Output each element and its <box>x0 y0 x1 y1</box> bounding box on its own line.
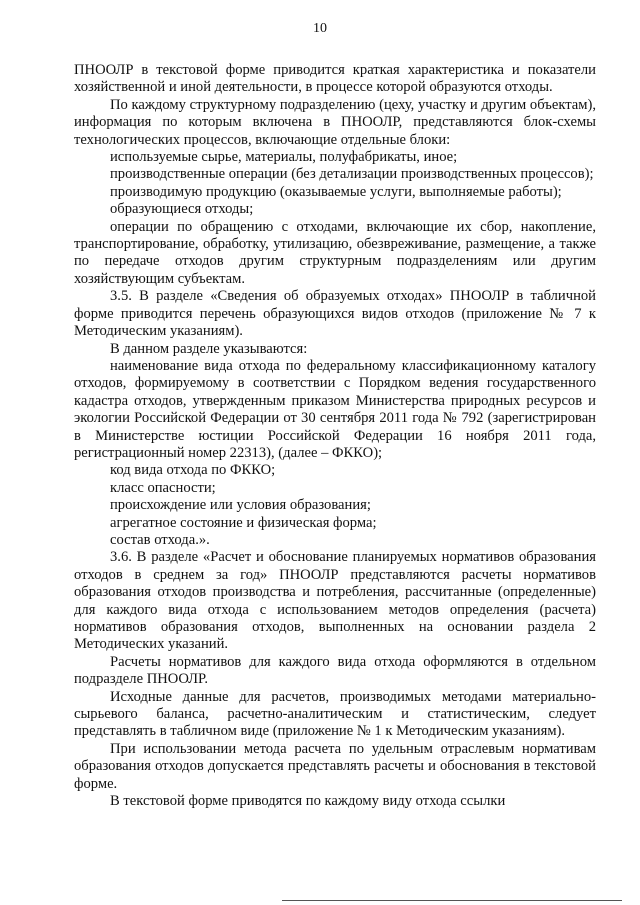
footer-rule <box>282 900 622 901</box>
list-item-waste-code: код вида отхода по ФККО; <box>110 462 276 479</box>
paragraph-section-indicates: В данном разделе указываются: <box>110 340 308 357</box>
paragraph-specific-norms: При использовании метода расчета по удельным отраслевым нормативам образования отходов допускается представлять расчеты и обоснования в текстовой форме. <box>74 740 596 792</box>
list-item-hazard-class: класс опасности; <box>110 479 216 496</box>
list-item-waste-name: наименование вида отхода по федеральному классификационному каталогу отходов, формируемому в соответствии с Порядком ведения государственного кадастра отходов, утвержденным приказом Министерства природных ресурсов и экологии Российской Федерации от 30 сентября 2011 года № 792 (зарегистрирован в Министерстве юстиции Российской Федерации 16 ноября 2011 года, регистрационный номер 22313), (далее – ФККО); <box>74 357 596 461</box>
paragraph-input-data: Исходные данные для расчетов, производимых методами материально-сырьевого баланса, расчетно-аналитическим и статистическим, следует представлять в табличном виде (приложение № 1 к Методическим указаниям). <box>74 688 596 740</box>
list-item-waste-operations: операции по обращению с отходами, включающие их сбор, накопление, транспортирование, обработку, утилизацию, обезвреживание, размещение, а также по передаче отходов другим структурным подразделениям или другим хозяйствующим субъектам. <box>74 218 596 287</box>
list-item-raw-materials: используемые сырье, материалы, полуфабрикаты, иное; <box>110 149 458 166</box>
list-item-composition: состав отхода.». <box>110 531 210 548</box>
paragraph-section-3-5: 3.5. В разделе «Сведения об образуемых отходах» ПНООЛР в табличной форме приводится перечень образующихся видов отходов (приложение № 7 к Методическим указаниям). <box>74 288 596 340</box>
paragraph-intro: ПНООЛР в текстовой форме приводится краткая характеристика и показатели хозяйственной и иной деятельности, в процессе которой образуются отходы. <box>74 62 596 96</box>
list-item-physical-form: агрегатное состояние и физическая форма; <box>110 514 377 531</box>
list-item-origin: происхождение или условия образования; <box>110 497 371 514</box>
document-body <box>74 62 596 810</box>
paragraph-section-3-6: 3.6. В разделе «Расчет и обоснование планируемых нормативов образования отходов в среднем за год» ПНООЛР представляются расчеты нормативов образования отходов производства и потребления, рассчитанные (определенные) для каждого вида отхода с использованием методов определения (расчета) нормативов образования отходов, выполненных на основании раздела 2 Методических указаний. <box>74 549 596 653</box>
list-item-production-operations: производственные операции (без детализации производственных процессов); <box>110 166 594 183</box>
paragraph-block-diagrams: По каждому структурному подразделению (цеху, участку и другим объектам), информация по которым включена в ПНООЛР, представляются блок-схемы технологических процессов, включающие отдельные блоки: <box>74 96 596 148</box>
paragraph-separate-subsection: Расчеты нормативов для каждого вида отхода оформляются в отдельном подразделе ПНООЛР. <box>74 653 596 688</box>
list-item-products: производимую продукцию (оказываемые услуги, выполняемые работы); <box>110 183 562 200</box>
page-number: 10 <box>313 21 327 36</box>
paragraph-text-form-references: В текстовой форме приводятся по каждому виду отхода ссылки <box>110 793 506 810</box>
list-item-generated-waste: образующиеся отходы; <box>110 201 254 218</box>
